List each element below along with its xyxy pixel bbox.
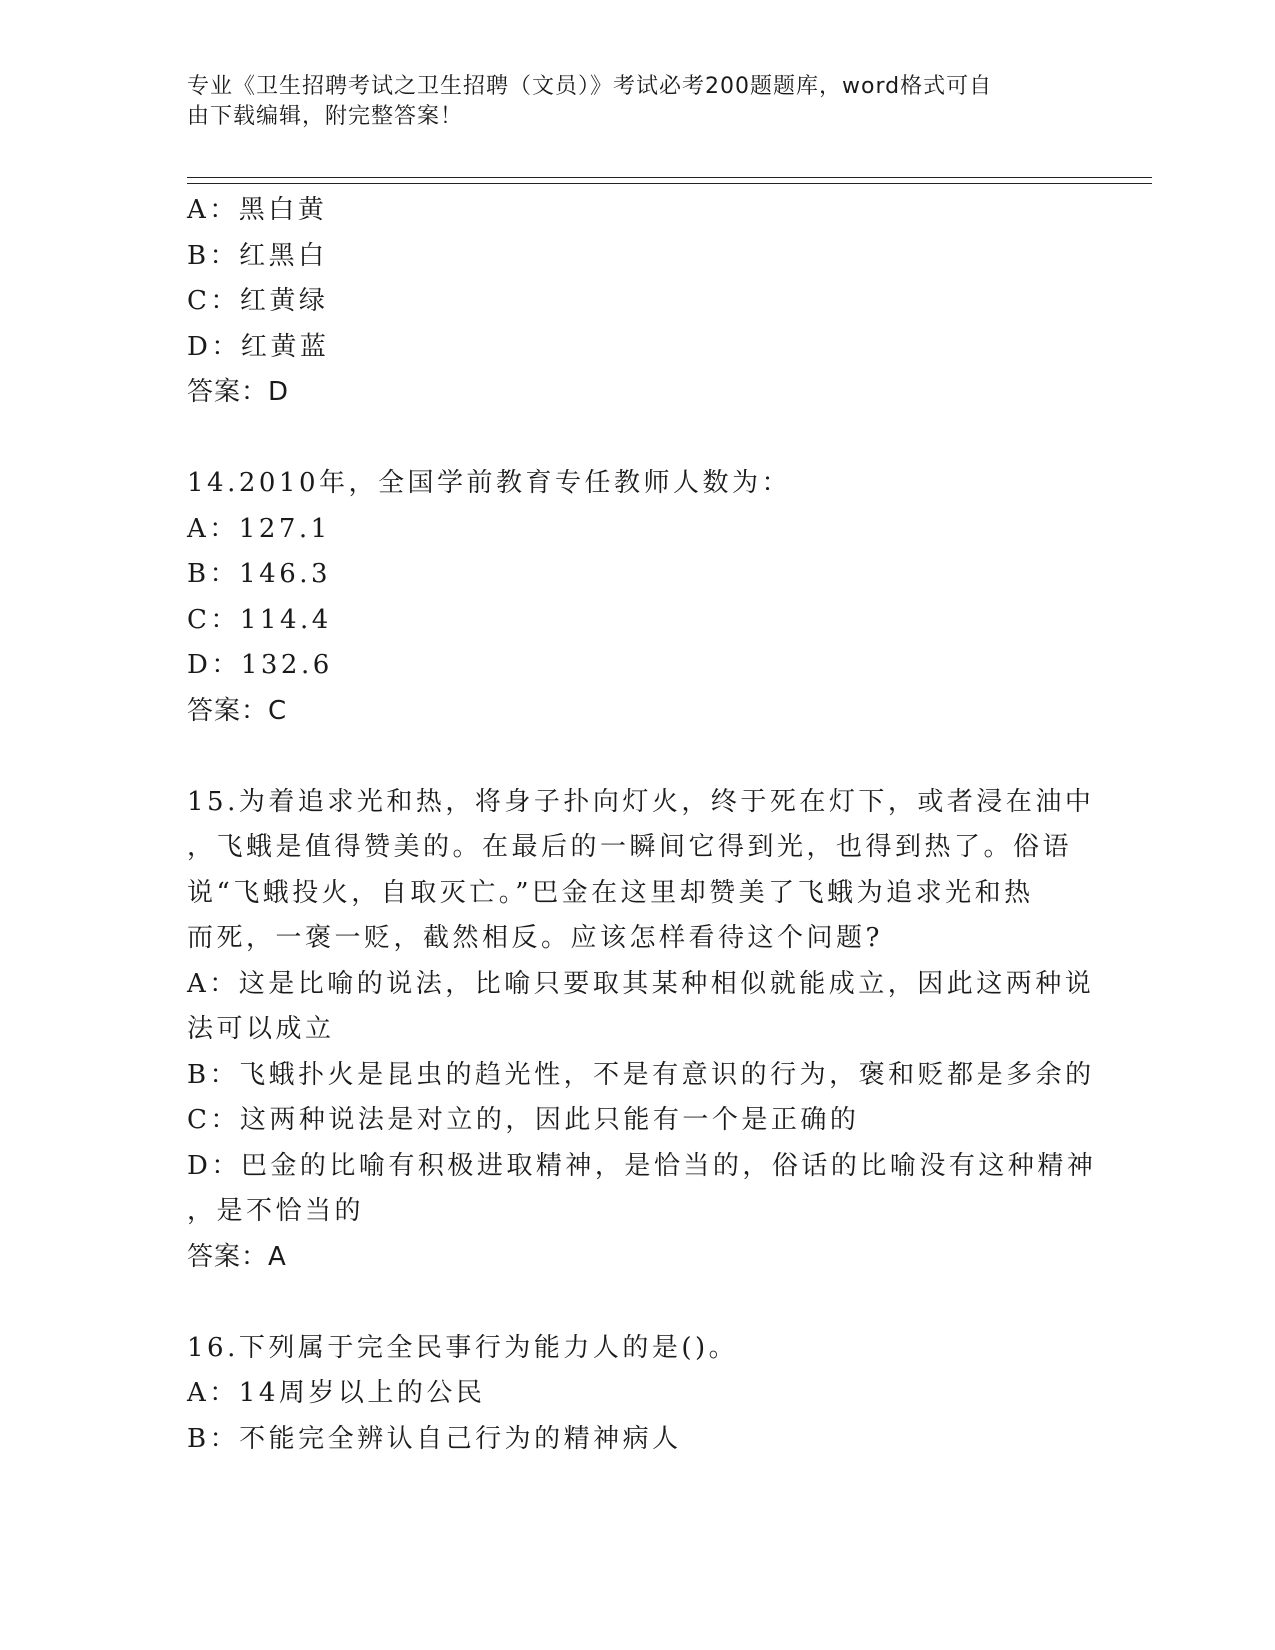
question-stem: 16.下列属于完全民事行为能力人的是()。 <box>187 1332 739 1363</box>
option-a: A：黑白黄 <box>187 195 328 225</box>
header-line-1: 专业《卫生招聘考试之卫生招聘（文员）》考试必考200题题库，word格式可自 <box>187 74 993 99</box>
document-header <box>187 72 1057 132</box>
option-d-line: ，是不恰当的 <box>187 1196 365 1226</box>
answer: 答案：A <box>187 1241 287 1272</box>
question-stem: 14.2010年，全国学前教育专任教师人数为： <box>187 468 792 498</box>
question-14 <box>187 461 1067 734</box>
option-d: D：132.6 <box>187 650 333 680</box>
option-c: C：红黄绿 <box>187 286 329 316</box>
question-stem-line: 说“飞蛾投火，自取灭亡。”巴金在这里却赞美了飞蛾为追求光和热 <box>187 877 1034 908</box>
answer: 答案：C <box>187 695 288 726</box>
question-stem-line: ，飞蛾是值得赞美的。在最后的一瞬间它得到光，也得到热了。俗语 <box>187 832 1073 862</box>
question-stem-line: 而死，一褒一贬，截然相反。应该怎样看待这个问题? <box>187 923 883 953</box>
spacer <box>187 416 1067 462</box>
option-a: A：14周岁以上的公民 <box>187 1378 486 1408</box>
option-a: A：127.1 <box>187 513 331 544</box>
header-line-2: 由下载编辑，附完整答案！ <box>187 104 464 129</box>
header-divider-bottom <box>187 183 1152 184</box>
question-stem-line: 15.为着追求光和热，将身子扑向灯火，终于死在灯下，或者浸在油中 <box>187 786 1095 817</box>
spacer <box>187 1280 1067 1326</box>
question-15 <box>187 780 1097 1281</box>
header-divider-top <box>187 177 1152 178</box>
option-c: C：这两种说法是对立的，因此只能有一个是正确的 <box>187 1105 860 1135</box>
question-content <box>187 188 1097 1462</box>
option-d: D：红黄蓝 <box>187 331 330 362</box>
option-d-line: D：巴金的比喻有积极进取精神，是恰当的，俗话的比喻没有这种精神 <box>187 1150 1097 1181</box>
option-b: B：飞蛾扑火是昆虫的趋光性，不是有意识的行为，褒和贬都是多余的 <box>187 1059 1095 1090</box>
question-13 <box>187 188 1067 416</box>
option-c: C：114.4 <box>187 604 332 635</box>
option-b: B：红黑白 <box>187 240 328 271</box>
spacer <box>187 734 1067 780</box>
question-16 <box>187 1326 1067 1463</box>
option-b: B：146.3 <box>187 559 332 589</box>
answer: 答案：D <box>187 377 290 407</box>
option-b: B：不能完全辨认自己行为的精神病人 <box>187 1423 682 1454</box>
option-a-line: 法可以成立 <box>187 1014 335 1044</box>
option-a-line: A：这是比喻的说法，比喻只要取其某种相似就能成立，因此这两种说 <box>187 968 1095 999</box>
